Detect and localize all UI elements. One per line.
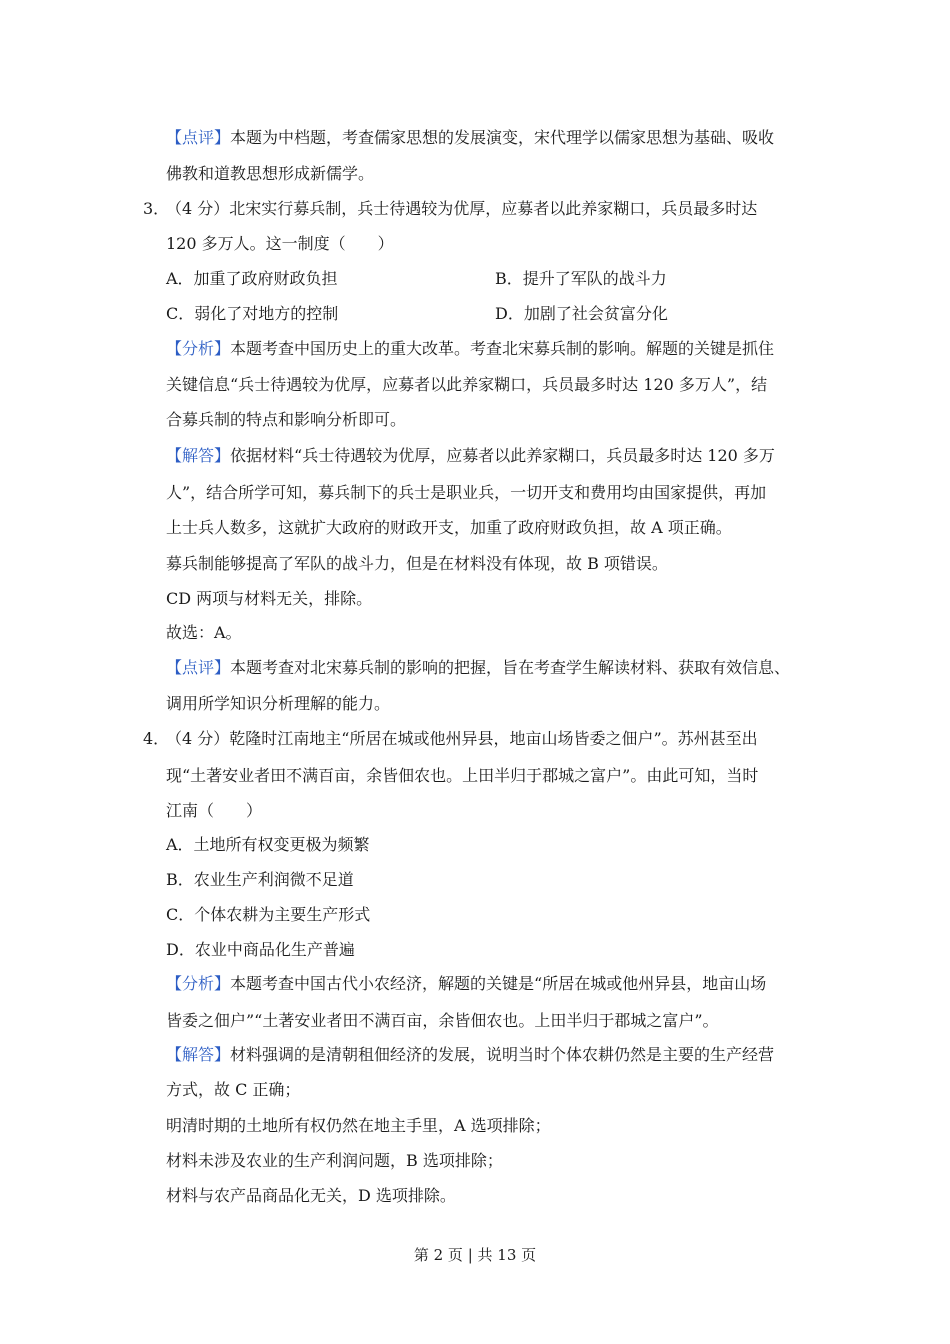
q3-option-b: B．提升了军队的战斗力 [495,269,667,288]
q3-analysis-line-3: 合募兵制的特点和影响分析即可。 [166,410,407,429]
q3-answer-line-4: 募兵制能够提高了军队的战斗力，但是在材料没有体现，故 B 项错误。 [166,554,668,573]
answer-tag: 【解答】 [166,446,231,465]
q4-option-c: C．个体农耕为主要生产形式 [166,905,371,924]
q4-answer-line-4: 材料未涉及农业的生产利润问题，B 选项排除； [166,1151,503,1170]
q4-option-d: D．农业中商品化生产普遍 [166,940,355,959]
q4-stem-line-1: （4 分）乾隆时江南地主“所居在城或他州异县，地亩山场皆委之佃户”。苏州甚至出 [166,729,758,748]
page-footer: 第 2 页 | 共 13 页 [413,1246,537,1264]
q3-option-c: C．弱化了对地方的控制 [166,304,339,323]
q3-stem-line-2: 120 多万人。这一制度（ ） [166,234,394,253]
q3-answer-line-6: 故选：A。 [166,623,242,642]
comment-tag: 【点评】 [166,658,231,677]
q2-comment-line-1 [166,128,774,148]
q3-stem-line-1: （4 分）北宋实行募兵制，兵士待遇较为优厚，应募者以此养家糊口，兵员最多时达 [166,199,758,218]
analysis-tag: 【分析】 [166,339,231,358]
q3-analysis-line-2: 关键信息“兵士待遇较为优厚，应募者以此养家糊口，兵员最多时达 120 多万人”，结 [166,375,768,394]
q4-answer-line-3: 明清时期的土地所有权仍然在地主手里，A 选项排除； [166,1116,551,1135]
q3-analysis-text-1: 本题考查中国历史上的重大改革。考查北宋募兵制的影响。解题的关键是抓住 [230,339,775,358]
q4-answer-line-2: 方式，故 C 正确； [166,1080,301,1099]
q3-comment-line-2: 调用所学知识分析理解的能力。 [166,694,391,713]
q3-analysis-line-1 [166,339,774,359]
q3-comment-text-1: 本题考查对北宋募兵制的影响的把握，旨在考查学生解读材料、获取有效信息、 [230,658,791,677]
comment-tag: 【点评】 [166,128,231,147]
q4-analysis-text-1: 本题考查中国古代小农经济，解题的关键是“所居在城或他州异县，地亩山场 [230,974,767,993]
q3-answer-line-2: 人”，结合所学可知，募兵制下的兵士是职业兵，一切开支和费用均由国家提供，再加 [166,483,767,502]
q4-answer-line-5: 材料与农产品商品化无关，D 选项排除。 [166,1186,456,1205]
q4-stem-line-2: 现“土著安业者田不满百亩，余皆佃农也。上田半归于郡城之富户”。由此可知，当时 [166,766,759,785]
q2-comment-text-1: 本题为中档题，考查儒家思想的发展演变，宋代理学以儒家思想为基础、吸收 [230,128,775,147]
analysis-tag: 【分析】 [166,974,231,993]
q4-answer-text-1: 材料强调的是清朝租佃经济的发展，说明当时个体农耕仍然是主要的生产经营 [230,1045,775,1064]
q3-comment-line-1 [166,658,790,678]
q4-analysis-line-2: 皆委之佃户”“土著安业者田不满百亩，余皆佃农也。上田半归于郡城之富户”。 [166,1011,719,1030]
q3-answer-line-3: 上士兵人数多，这就扩大政府的财政开支，加重了政府财政负担，故 A 项正确。 [166,518,732,537]
q4-number: 4． [143,729,170,748]
q4-option-a: A．土地所有权变更极为频繁 [166,835,370,854]
answer-tag: 【解答】 [166,1045,231,1064]
q2-comment-line-2: 佛教和道教思想形成新儒学。 [166,164,375,183]
q3-option-d: D．加剧了社会贫富分化 [495,304,668,323]
q3-answer-line-1 [166,446,775,466]
q3-answer-text-1: 依据材料“兵士待遇较为优厚，应募者以此养家糊口，兵员最多时达 120 多万 [230,446,775,465]
q3-answer-line-5: CD 两项与材料无关，排除。 [166,589,373,608]
q3-number: 3． [143,199,170,218]
q3-option-a: A．加重了政府财政负担 [166,269,338,288]
q4-stem-line-3: 江南（ ） [166,801,263,820]
q4-option-b: B．农业生产利润微不足道 [166,870,354,889]
q4-answer-line-1 [166,1045,774,1065]
q4-analysis-line-1 [166,974,766,994]
